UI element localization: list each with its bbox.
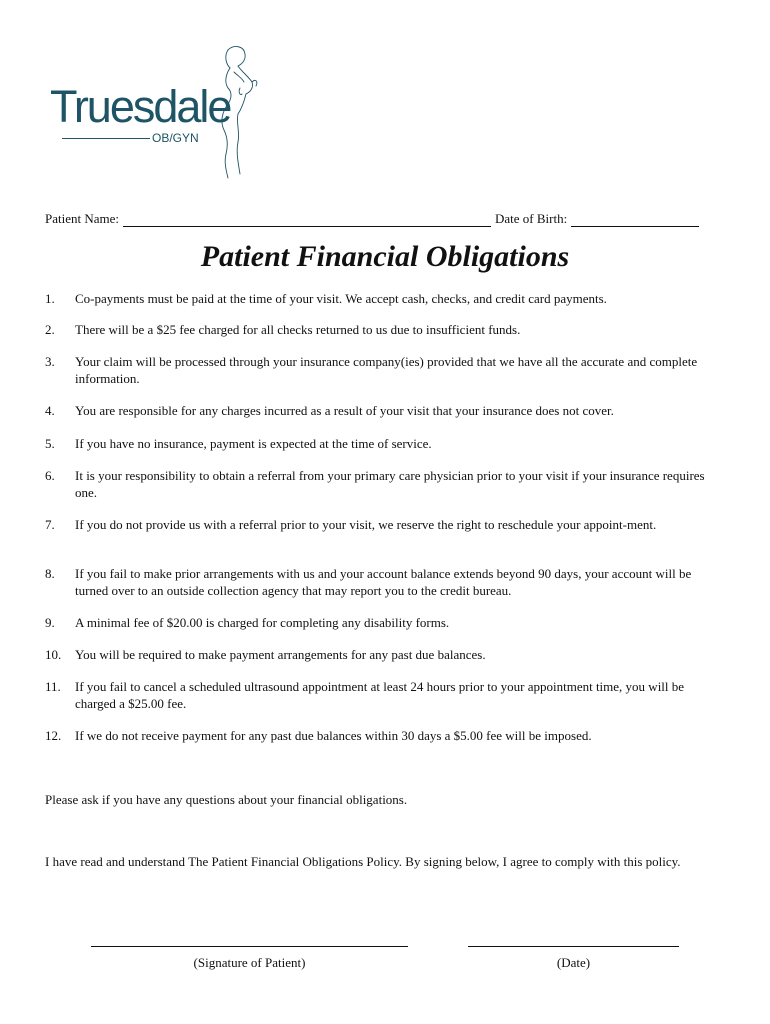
obligation-number: 6. <box>45 468 55 483</box>
obligation-text: If you do not provide us with a referral prior to your visit, we reserve the right to reschedule your appoint-ment. <box>75 517 657 532</box>
obligation-item <box>45 290 725 307</box>
obligation-number: 7. <box>45 517 55 532</box>
obligation-item <box>45 353 725 387</box>
obligation-number: 10. <box>45 647 62 662</box>
dob-field[interactable] <box>571 212 699 227</box>
patient-signature-line[interactable] <box>91 946 408 947</box>
obligation-text: If you have no insurance, payment is expected at the time of service. <box>75 436 432 451</box>
patient-info-row <box>45 211 727 227</box>
obligation-number: 4. <box>45 403 55 418</box>
page-title: Patient Financial Obligations <box>200 240 570 273</box>
obligation-number: 12. <box>45 728 62 743</box>
obligation-number: 8. <box>45 566 55 581</box>
obligation-item <box>45 516 725 533</box>
obligation-item <box>45 614 725 631</box>
obligation-text: You will be required to make payment arrangements for any past due balances. <box>75 647 486 662</box>
obligation-item <box>45 565 725 599</box>
obligation-item <box>45 727 725 744</box>
obligation-text: If we do not receive payment for any past due balances within 30 days a $5.00 fee will be imposed. <box>75 728 592 743</box>
patient-name-field[interactable] <box>123 212 491 227</box>
obligation-text: You are responsible for any charges incurred as a result of your visit that your insurance does not cover. <box>75 403 614 418</box>
logo-rule <box>62 138 150 139</box>
obligation-text: If you fail to cancel a scheduled ultrasound appointment at least 24 hours prior to your appointment time, you will be charged a $25.00 fee. <box>75 679 685 711</box>
obligation-number: 5. <box>45 436 55 451</box>
obligation-item <box>45 402 725 419</box>
obligation-text: There will be a $25 fee charged for all checks returned to us due to insufficient funds. <box>75 322 521 337</box>
dob-label: Date of Birth: <box>495 211 568 226</box>
obligation-item <box>45 646 725 663</box>
obligation-text: Co-payments must be paid at the time of your visit. We accept cash, checks, and credit card payments. <box>75 291 607 306</box>
obligation-text: Your claim will be processed through your insurance company(ies) provided that we have all the accurate and complete information. <box>75 354 698 386</box>
agreement-statement: I have read and understand The Patient Financial Obligations Policy. By signing below, I agree to comply with this policy. <box>45 854 681 869</box>
obligation-number: 9. <box>45 615 55 630</box>
obligation-text: A minimal fee of $20.00 is charged for completing any disability forms. <box>75 615 450 630</box>
date-caption: (Date) <box>556 955 591 970</box>
logo-subtitle: OB/GYN <box>152 131 199 145</box>
patient-signature-caption: (Signature of Patient) <box>193 955 306 970</box>
obligation-text: It is your responsibility to obtain a referral from your primary care physician prior to your visit if your insurance requires one. <box>75 468 705 500</box>
obligation-text: If you fail to make prior arrangements with us and your account balance extends beyond 90 days, your account will be turned over to an outside collection agency that may report you to the credit bureau. <box>75 566 692 598</box>
date-signature-line[interactable] <box>468 946 679 947</box>
obligation-number: 2. <box>45 322 55 337</box>
obligation-item <box>45 678 725 712</box>
obligation-number: 11. <box>45 679 61 694</box>
logo-wordmark: Truesdale <box>50 81 231 132</box>
patient-name-label: Patient Name: <box>45 211 120 226</box>
truesdale-logo <box>48 42 278 182</box>
obligation-number: 3. <box>45 354 55 369</box>
obligation-item <box>45 467 725 501</box>
obligation-item <box>45 435 725 452</box>
questions-note: Please ask if you have any questions about your financial obligations. <box>45 792 408 807</box>
obligation-number: 1. <box>45 291 55 306</box>
obligation-item <box>45 321 725 338</box>
